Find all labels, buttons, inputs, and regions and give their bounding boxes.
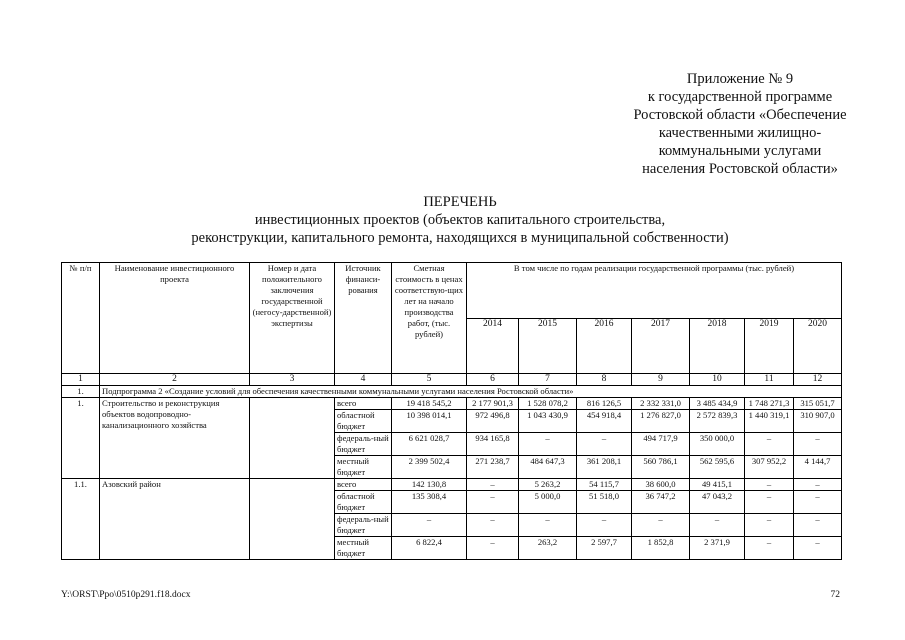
- year-value: 307 952,2: [745, 456, 794, 479]
- cost-cell: 135 308,4: [392, 491, 467, 514]
- header-num: № п/п: [62, 263, 100, 374]
- header-year: 2016: [577, 318, 632, 374]
- subprogram-row: [62, 386, 842, 398]
- appendix-line: Приложение № 9: [686, 71, 794, 87]
- year-value: –: [690, 514, 745, 537]
- year-value: 494 717,9: [632, 433, 690, 456]
- title-heading: ПЕРЕЧЕНЬ: [423, 194, 497, 210]
- year-value: 271 238,7: [467, 456, 519, 479]
- project-name: Строительство и реконструкция объектов водопроводно-канализационного хозяйства: [100, 398, 250, 479]
- year-value: 1 528 078,2: [519, 398, 577, 410]
- header-row: [62, 263, 842, 319]
- column-number: 3: [250, 374, 335, 386]
- cost-cell: 2 399 502,4: [392, 456, 467, 479]
- source-cell: всего: [335, 479, 392, 491]
- header-year: 2019: [745, 318, 794, 374]
- header-name: Наименование инвестиционного проекта: [100, 263, 250, 374]
- column-number: 9: [632, 374, 690, 386]
- year-value: 47 043,2: [690, 491, 745, 514]
- year-value: 560 786,1: [632, 456, 690, 479]
- year-value: –: [467, 537, 519, 560]
- year-value: 2 177 901,3: [467, 398, 519, 410]
- appendix-line: качественными жилищно-: [658, 125, 822, 141]
- column-number: 12: [794, 374, 842, 386]
- year-value: 5 000,0: [519, 491, 577, 514]
- conclusion-cell: [250, 479, 335, 560]
- year-value: 562 595,6: [690, 456, 745, 479]
- column-number: 10: [690, 374, 745, 386]
- year-value: –: [794, 491, 842, 514]
- column-number: 6: [467, 374, 519, 386]
- cost-cell: –: [392, 514, 467, 537]
- column-number: 11: [745, 374, 794, 386]
- year-value: 54 115,7: [577, 479, 632, 491]
- header-year: 2017: [632, 318, 690, 374]
- cost-cell: 6 621 028,7: [392, 433, 467, 456]
- header-years-span: В том числе по годам реализации государственной программы (тыс. рублей): [467, 263, 842, 319]
- header-conclusion: Номер и дата положительного заключения государственной (негосу-дарственной) экспертизы: [250, 263, 335, 374]
- cost-cell: 10 398 014,1: [392, 410, 467, 433]
- column-numbers-row: [62, 374, 842, 386]
- cost-cell: 142 130,8: [392, 479, 467, 491]
- year-value: 36 747,2: [632, 491, 690, 514]
- cost-cell: 19 418 545,2: [392, 398, 467, 410]
- year-value: –: [519, 433, 577, 456]
- year-value: 1 276 827,0: [632, 410, 690, 433]
- year-value: 51 518,0: [577, 491, 632, 514]
- source-cell: местный бюджет: [335, 537, 392, 560]
- year-value: 3 485 434,9: [690, 398, 745, 410]
- year-value: –: [745, 433, 794, 456]
- appendix-line: к государственной программе: [647, 89, 833, 105]
- year-value: –: [745, 491, 794, 514]
- year-value: –: [467, 479, 519, 491]
- cost-cell: 6 822,4: [392, 537, 467, 560]
- year-value: –: [745, 479, 794, 491]
- column-number: 8: [577, 374, 632, 386]
- row-num: 1.1.: [62, 479, 100, 560]
- subprogram-text: Подпрограмма 2 «Создание условий для обеспечения качественными коммунальными услугами населения Ростовской области»: [100, 386, 842, 398]
- column-number: 4: [335, 374, 392, 386]
- header-year: 2020: [794, 318, 842, 374]
- column-number: 7: [519, 374, 577, 386]
- year-value: 1 852,8: [632, 537, 690, 560]
- year-value: –: [519, 514, 577, 537]
- header-source: Источник финанси-рования: [335, 263, 392, 374]
- year-value: 5 263,2: [519, 479, 577, 491]
- header-year: 2014: [467, 318, 519, 374]
- year-value: –: [794, 479, 842, 491]
- year-value: –: [794, 537, 842, 560]
- project-name: Азовский район: [100, 479, 250, 560]
- row-num: 1.: [62, 398, 100, 479]
- year-value: 2 597,7: [577, 537, 632, 560]
- year-value: –: [467, 514, 519, 537]
- year-value: 315 051,7: [794, 398, 842, 410]
- year-value: –: [745, 514, 794, 537]
- table-row: [62, 398, 842, 410]
- title-line: реконструкции, капитального ремонта, находящихся в муниципальной собственности): [191, 230, 729, 246]
- header-year: 2015: [519, 318, 577, 374]
- source-cell: местный бюджет: [335, 456, 392, 479]
- year-value: 2 572 839,3: [690, 410, 745, 433]
- appendix-line: коммунальными услугами: [658, 143, 822, 159]
- page-number: 72: [830, 590, 840, 600]
- year-value: 310 907,0: [794, 410, 842, 433]
- title-line: инвестиционных проектов (объектов капитального строительства,: [254, 212, 666, 228]
- year-value: –: [632, 514, 690, 537]
- subprogram-num: 1.: [62, 386, 100, 398]
- year-value: 454 918,4: [577, 410, 632, 433]
- year-value: 361 208,1: [577, 456, 632, 479]
- year-value: 350 000,0: [690, 433, 745, 456]
- column-number: 2: [100, 374, 250, 386]
- header-year: 2018: [690, 318, 745, 374]
- year-value: 972 496,8: [467, 410, 519, 433]
- header-cost: Сметная стоимость в ценах соответствую-щих лет на начало производства работ, (тыс. рублей): [392, 263, 467, 374]
- appendix-line: Ростовской области «Обеспечение: [633, 107, 847, 123]
- conclusion-cell: [250, 398, 335, 479]
- year-value: 484 647,3: [519, 456, 577, 479]
- year-value: –: [467, 491, 519, 514]
- year-value: 2 332 331,0: [632, 398, 690, 410]
- column-number: 1: [62, 374, 100, 386]
- year-value: 816 126,5: [577, 398, 632, 410]
- year-value: 1 748 271,3: [745, 398, 794, 410]
- year-value: –: [577, 514, 632, 537]
- year-value: 263,2: [519, 537, 577, 560]
- column-number: 5: [392, 374, 467, 386]
- document-title: [60, 193, 860, 247]
- year-value: –: [794, 433, 842, 456]
- year-value: –: [794, 514, 842, 537]
- year-value: –: [577, 433, 632, 456]
- investment-projects-table: [61, 262, 842, 560]
- year-value: 1 440 319,1: [745, 410, 794, 433]
- source-cell: всего: [335, 398, 392, 410]
- year-value: –: [745, 537, 794, 560]
- source-cell: федераль-ный бюджет: [335, 433, 392, 456]
- footer-file-path: Y:\ORST\Ppo\0510p291.f18.docx: [61, 590, 191, 600]
- year-value: 4 144,7: [794, 456, 842, 479]
- source-cell: областной бюджет: [335, 491, 392, 514]
- year-value: 1 043 430,9: [519, 410, 577, 433]
- year-value: 934 165,8: [467, 433, 519, 456]
- appendix-block: [600, 70, 880, 178]
- table-row: [62, 479, 842, 491]
- year-value: 2 371,9: [690, 537, 745, 560]
- source-cell: федераль-ный бюджет: [335, 514, 392, 537]
- source-cell: областной бюджет: [335, 410, 392, 433]
- year-value: 38 600,0: [632, 479, 690, 491]
- year-value: 49 415,1: [690, 479, 745, 491]
- appendix-line: населения Ростовской области»: [642, 161, 838, 177]
